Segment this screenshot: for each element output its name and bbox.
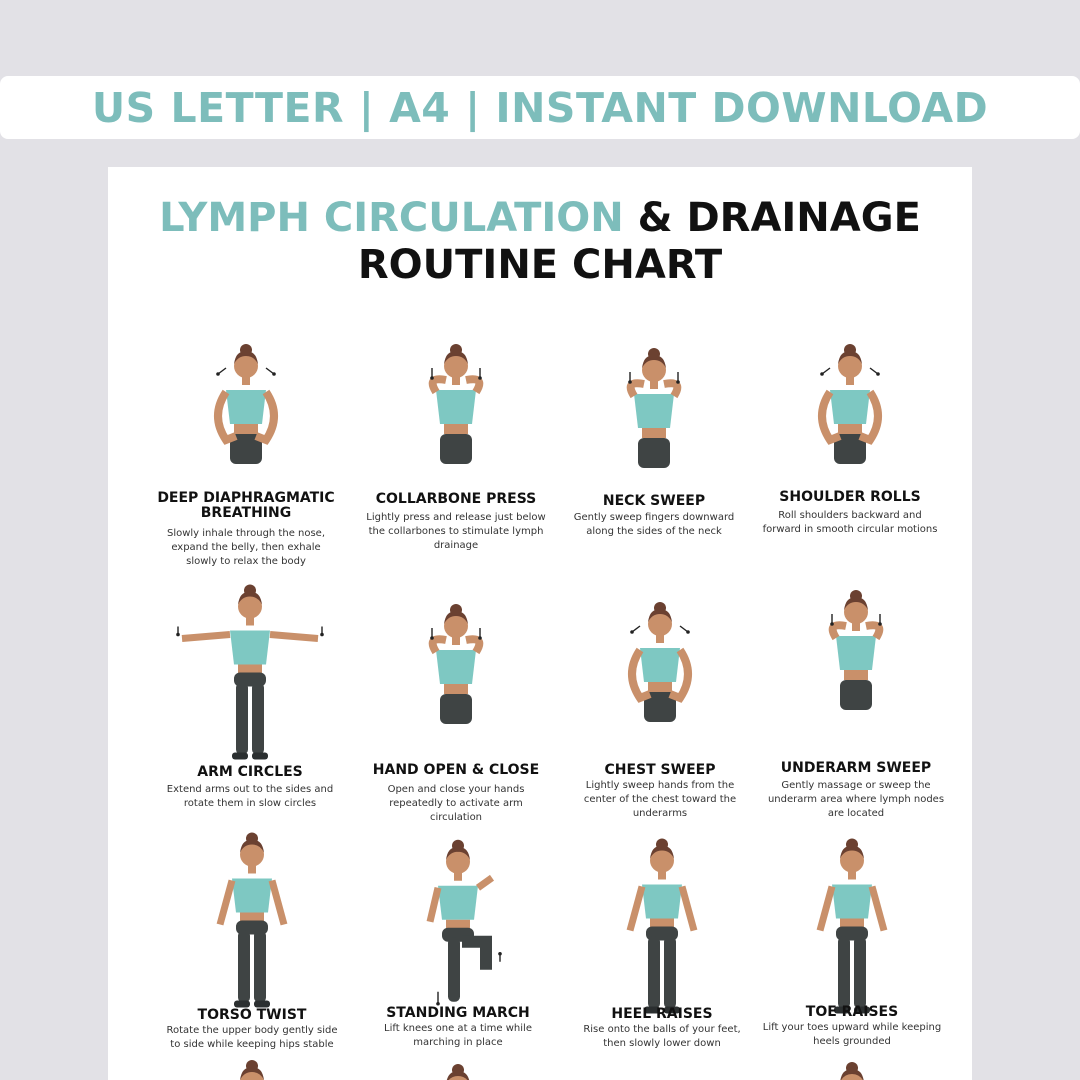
exercise-name: HAND OPEN & CLOSE: [372, 762, 540, 778]
partial-figure-icon: [802, 1055, 902, 1080]
exercise-name: UNDERARM SWEEP: [780, 760, 932, 776]
exercise-description: Lightly press and release just below the collarbones to stimulate lymph drainage: [366, 512, 546, 551]
toe-raises-figure-icon: [802, 827, 902, 1034]
exercise-name: STANDING MARCH: [386, 1005, 530, 1021]
arm-circles-figure-icon: [200, 573, 300, 780]
exercise-description: Lightly sweep hands from the center of the chest toward the underarms: [583, 780, 737, 819]
partial-figure-icon: [408, 1057, 508, 1080]
exercise-description: Slowly inhale through the nose, expand the belly, then exhale slowly to relax the body: [166, 528, 326, 567]
title-rest: & DRAINAGE: [623, 195, 921, 241]
exercise-description: Rotate the upper body gently side to side while keeping hips stable: [166, 1025, 338, 1050]
hand-open-close-figure-icon: [406, 597, 506, 735]
breathing-figure-icon: [196, 337, 296, 475]
collarbone-press-figure-icon: [406, 337, 506, 475]
format-banner: [0, 76, 1080, 139]
exercise-description: Gently sweep fingers downward along the sides of the neck: [573, 512, 735, 537]
neck-sweep-figure-icon: [604, 341, 704, 479]
exercise-description: Roll shoulders backward and forward in smooth circular motions: [762, 510, 938, 535]
title-line2: ROUTINE CHART: [357, 242, 723, 288]
torso-twist-figure-icon: [202, 821, 302, 1028]
exercise-description: Rise onto the balls of your feet, then slowly lower down: [583, 1024, 741, 1049]
chart-sheet: [108, 167, 972, 1080]
standing-march-figure-icon: [408, 829, 508, 1025]
exercise-name: TOE RAISES: [805, 1004, 899, 1020]
exercise-name: ARM CIRCLES: [197, 764, 303, 780]
exercise-description: Lift knees one at a time while marching in place: [384, 1023, 532, 1048]
shoulder-rolls-figure-icon: [800, 337, 900, 475]
banner-text: US LETTER | A4 | INSTANT DOWNLOAD: [91, 83, 989, 132]
exercise-name: DEEP DIAPHRAGMATIC BREATHING: [157, 490, 335, 521]
chart-title: [108, 195, 972, 289]
exercise-name: COLLARBONE PRESS: [375, 491, 537, 507]
exercise-description: Open and close your hands repeatedly to activate arm circulation: [387, 784, 525, 823]
underarm-sweep-figure-icon: [806, 583, 906, 721]
exercise-name: CHEST SWEEP: [604, 762, 716, 778]
exercise-name: TORSO TWIST: [197, 1007, 307, 1023]
title-accent: LYMPH CIRCULATION: [159, 195, 624, 241]
partial-figure-icon: [202, 1053, 302, 1080]
exercise-description: Gently massage or sweep the underarm area where lymph nodes are located: [767, 780, 945, 819]
exercise-name: HEEL RAISES: [611, 1006, 713, 1022]
exercise-name: NECK SWEEP: [602, 493, 706, 509]
exercise-name: SHOULDER ROLLS: [779, 489, 921, 505]
heel-raises-figure-icon: [612, 827, 712, 1034]
exercise-description: Lift your toes upward while keeping heels grounded: [762, 1022, 942, 1047]
exercise-description: Extend arms out to the sides and rotate them in slow circles: [166, 784, 334, 809]
chest-sweep-figure-icon: [610, 595, 710, 733]
